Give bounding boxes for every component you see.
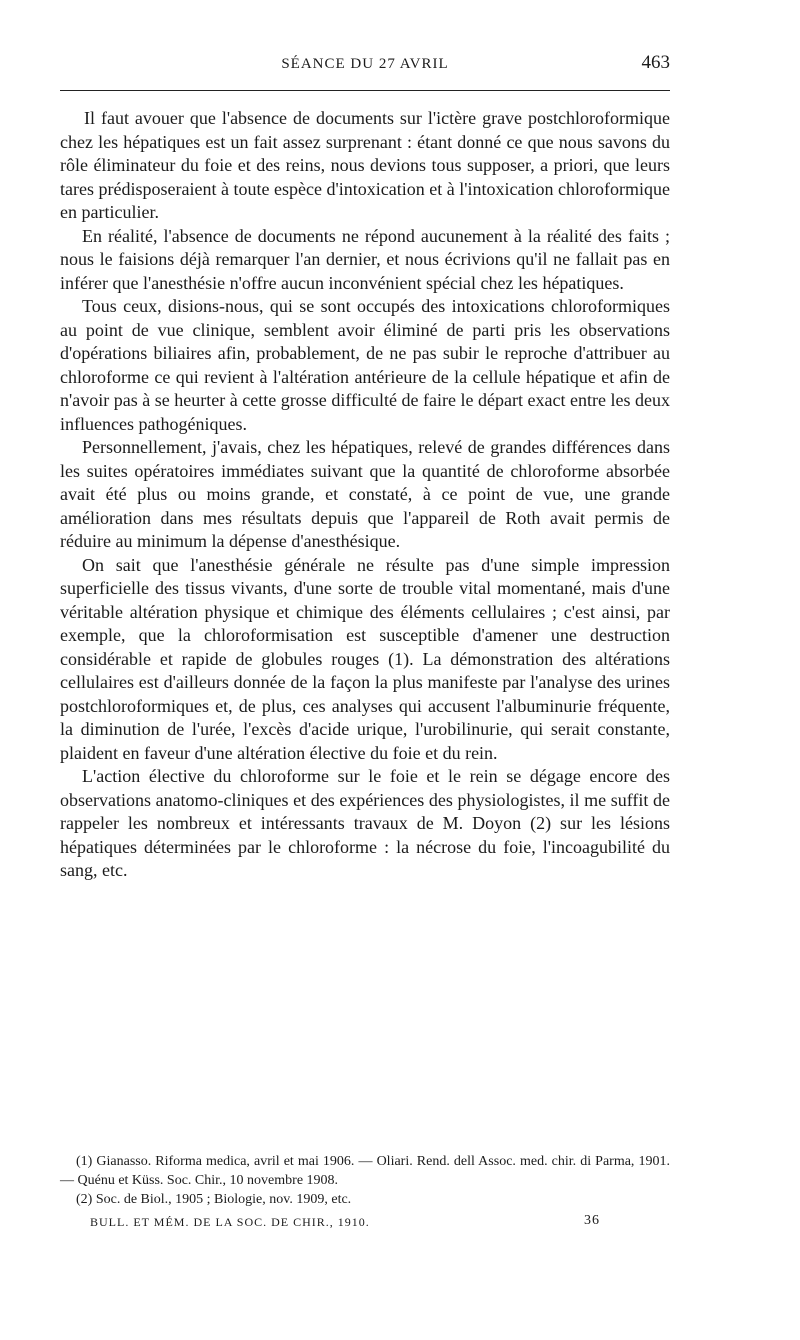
journal-reference: BULL. ET MÉM. DE LA SOC. DE CHIR., 1910. [90,1215,370,1229]
paragraph: Il faut avouer que l'absence de documents sur l'ictère grave postchloroformique chez les hépatiques est un fait assez surprenant : étant donné ce que nous savons du rôle éliminateur du foie et des reins, nous devions tous supposer, a priori, que leurs tares prédisposeraient à toute espèce d'intoxication et à l'intoxication chloroformique en particulier. [60,108,670,222]
paragraph: L'action élective du chloroforme sur le foie et le rein se dégage encore des observations anatomo-cliniques et des expériences des physiologistes, il me suffit de rappeler les nombreux et intéressants travaux de M. Doyon (2) sur les lésions hépatiques déterminées par le chloroforme : la nécrose du foie, l'incoagubilité du sang, etc. [60,766,670,880]
page-footer [60,1213,670,1233]
header-rule [60,90,670,91]
footnote: (2) Soc. de Biol., 1905 ; Biologie, nov. 1909, etc. [76,1192,352,1207]
footnotes [60,1152,670,1209]
body-text [60,107,670,883]
signature-number: 36 [584,1213,600,1228]
page-number: 463 [641,52,670,73]
page-header [60,52,670,80]
footnote: (1) Gianasso. Riforma medica, avril et mai 1906. — Oliari. Rend. dell Assoc. med. chir. di Parma, 1901. — Quénu et Küss. Soc. Chir., 10 novembre 1908. [60,1154,670,1188]
paragraph: Personnellement, j'avais, chez les hépatiques, relevé de grandes différences dans les suites opératoires immédiates suivant que la quantité de chloroforme absorbée avait été plus ou moins grande, et constaté, à ce point de vue, une grande amélioration dans mes résultats depuis que l'appareil de Roth avait permis de réduire au minimum la dépense d'anesthésique. [60,437,670,551]
paragraph: On sait que l'anesthésie générale ne résulte pas d'une simple impression superficielle des tissus vivants, d'une sorte de trouble vital momentané, mais d'une véritable altération physique et chimique des éléments cellulaires ; c'est ainsi, par exemple, que la chloroformisation est susceptible d'amener une destruction considérable et rapide de globules rouges (1). La démonstration des altérations cellulaires est d'ailleurs donnée de la façon la plus manifeste par l'analyse des urines postchloroformiques et, de plus, ces analyses qui accusent l'albuminurie fréquente, la diminution de l'urée, l'excès d'acide urique, l'urobilinurie, qui serait constante, plaident en faveur d'une altération élective du foie et du rein. [60,554,670,763]
running-title: SÉANCE DU 27 AVRIL [281,56,449,72]
paragraph: En réalité, l'absence de documents ne répond aucunement à la réalité des faits ; nous le faisions déjà remarquer l'an dernier, et nous écrivions qu'il ne fallait pas en inférer que l'anesthésie n'offre aucun inconvénient spécial chez les hépatiques. [60,225,670,293]
paragraph: Tous ceux, disions-nous, qui se sont occupés des intoxications chloroformiques au point de vue clinique, semblent avoir éliminé de parti pris les observations d'opérations biliaires afin, probablement, de ne pas subir le reproche d'attribuer au chloroforme ce qui revient à l'altération antérieure de la cellule hépatique et afin de n'avoir pas à se heurter à cette grosse difficulté de faire le départ exact entre les deux influences pathogéniques. [60,296,670,434]
